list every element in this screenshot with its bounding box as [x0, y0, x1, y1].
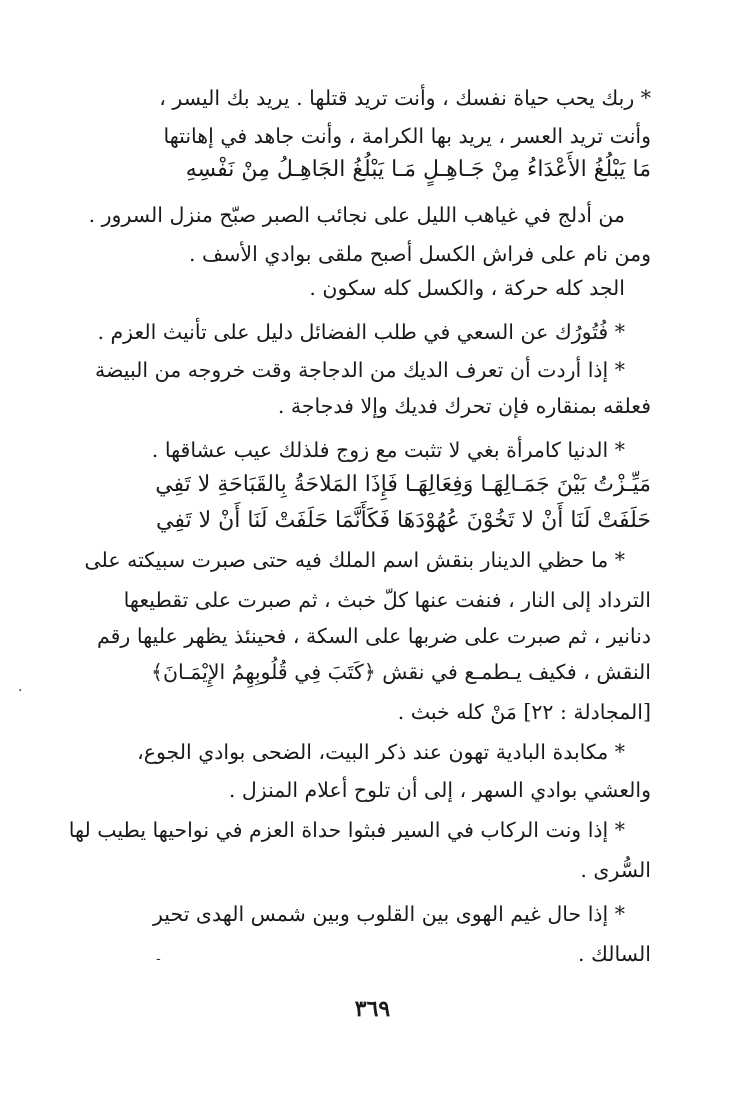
text-line: دنانير ، ثم صبرت على ضربها على السكة ، فحينئذ يظهر عليها رقم	[96, 624, 651, 648]
text-line: وأنت تريد العسر ، يريد بها الكرامة ، وأنت جاهد في إهانتها	[163, 124, 651, 148]
verse-line: حَلَفَتْ لَنَا أَنْ لا تَخُوْنَ عُهُوْدَهَا فَكَأَنَّمَا حَلَفَتْ لَنَا أَنْ لا تَفِي	[156, 508, 651, 533]
scan-dash-mark: -	[156, 951, 161, 967]
verse-line: مَيِّـزْتُ بَيْنَ جَمَـالِهَـا وَفِعَالِهَـا فَإِذَا المَلاحَةُ بِالقَبَاحَةِ لا تَفِي	[155, 472, 651, 497]
text-line: النقش ، فكيف يـطمـع في نقش ﴿كَتَبَ فِي قُلُوبِهِمُ الإِيْمَـانَ﴾	[150, 660, 651, 684]
text-line: * إذا حال غيم الهوى بين القلوب وبين شمس الهدى تحير	[152, 902, 625, 926]
text-line: * الدنيا كامرأة بغي لا تثبت مع زوج فلذلك عيب عشاقها .	[151, 438, 625, 462]
text-line: * مكابدة البادية تهون عند ذكر البيت، الضحى بوادي الجوع،	[137, 740, 625, 764]
text-line: الجد كله حركة ، والكسل كله سكون .	[309, 276, 625, 300]
text-line: * ربك يحب حياة نفسك ، وأنت تريد قتلها . يريد بك اليسر ،	[159, 86, 651, 110]
text-line: * ما حظي الدينار بنقش اسم الملك فيه حتى صبرت سبيكته على	[84, 548, 625, 572]
text-line: السالك .	[577, 942, 651, 966]
text-line: الترداد إلى النار ، فنفت عنها كلّ خبث ، ثم صبرت على تقطيعها	[123, 588, 651, 612]
text-line: [المجادلة : ٢٢] مَنْ كله خبث .	[397, 700, 651, 724]
scan-speck-mark: ·	[18, 683, 23, 699]
verse-line: مَا يَبْلُغُ الأَعْدَاءُ مِنْ جَـاهِـلٍ مَـا يَبْلُغُ الجَاهِـلُ مِنْ نَفْسِهِ	[185, 157, 651, 182]
text-line: السُّرى .	[580, 858, 651, 882]
text-line: * إذا أردت أن تعرف الديك من الدجاجة وقت خروجه من البيضة	[95, 358, 625, 382]
text-line: فعلقه بمنقاره فإن تحرك فديك وإلا فدجاجة .	[277, 394, 651, 418]
text-line: ومن نام على فراش الكسل أصبح ملقى بوادي الأسف .	[188, 242, 651, 266]
text-line: من أدلج في غياهب الليل على نجائب الصبر صبّح منزل السرور .	[88, 203, 625, 227]
page-number: ٣٦٩	[354, 996, 391, 1022]
text-line: * فُتُورُك عن السعي في طلب الفضائل دليل على تأنيث العزم .	[97, 320, 625, 344]
text-line: * إذا ونت الركاب في السير فبثوا حداة العزم في نواحيها يطيب لها	[68, 818, 625, 842]
text-line: والعشي بوادي السهر ، إلى أن تلوح أعلام المنزل .	[228, 778, 651, 802]
